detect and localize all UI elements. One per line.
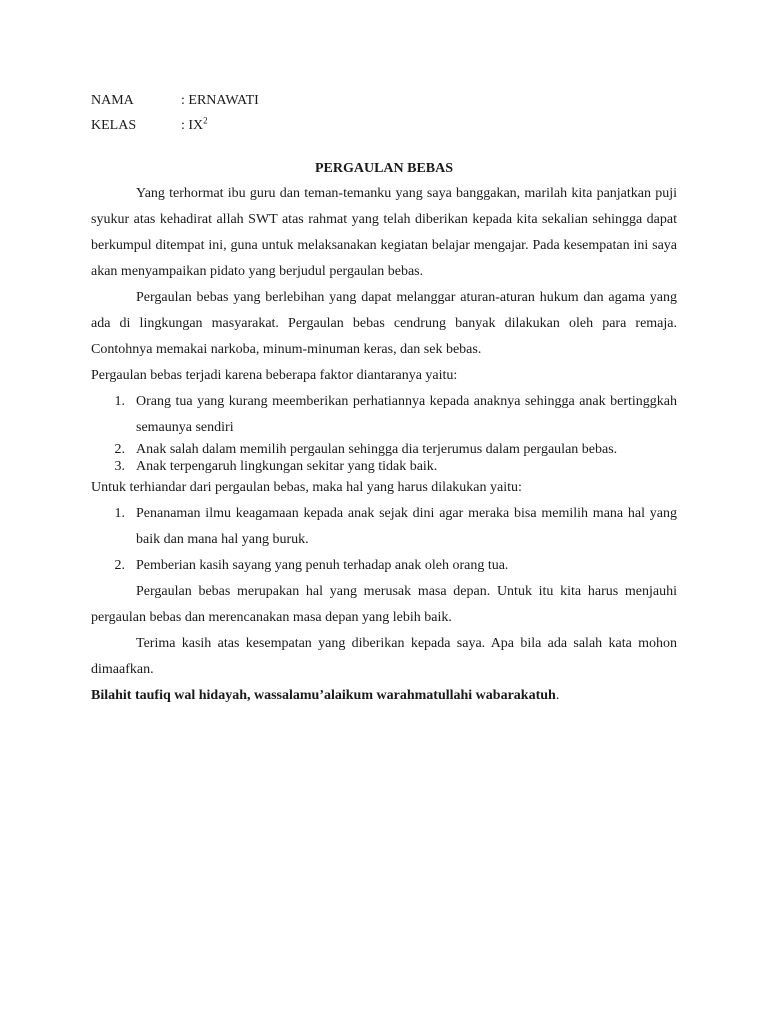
document-title: PERGAULAN BEBAS xyxy=(314,161,454,176)
class-superscript: 2 xyxy=(203,115,208,126)
list-item xyxy=(91,501,677,553)
class-label: KELAS xyxy=(91,118,137,133)
definition-paragraph: Pergaulan bebas yang berlebihan yang dapat melanggar aturan-aturan hukum dan agama yang ada di lingkungan masyarakat. Pergaulan bebas cendrung banyak dilakukan oleh para remaja. Contohnya memakai narkoba, minum-minuman keras, dan sek bebas. xyxy=(91,290,677,357)
document-page xyxy=(91,88,677,709)
class-value-wrap xyxy=(181,113,208,138)
factors-intro: Pergaulan bebas terjadi karena beberapa faktor diantaranya yaitu: xyxy=(91,368,458,383)
class-value: : IX xyxy=(181,118,204,133)
prevention-list xyxy=(91,501,677,579)
list-text: Anak salah dalam memilih pergaulan sehingga dia terjerumus dalam pergaulan bebas. xyxy=(136,442,618,457)
list-number: 2. xyxy=(114,442,125,457)
list-number: 3. xyxy=(114,459,125,474)
name-value: : ERNAWATI xyxy=(181,93,259,108)
opening-paragraph: Yang terhormat ibu guru dan teman-temanku yang saya banggakan, marilah kita panjatkan puji syukur atas kehadirat allah SWT atas rahmat yang telah diberikan kepada kita sekalian sehingga dapat berkumpul ditempat ini, guna untuk melaksanakan kegiatan belajar mengajar. Pada kesempatan ini saya akan menyampaikan pidato yang berjudul pergaulan bebas. xyxy=(91,186,677,279)
list-item xyxy=(91,458,677,475)
list-item xyxy=(91,553,677,579)
class-row xyxy=(91,113,677,138)
closing-text: Bilahit taufiq wal hidayah, wassalamu’alaikum warahmatullahi wabarakatuh xyxy=(91,688,556,703)
list-item xyxy=(91,441,677,458)
closing-greeting xyxy=(91,683,677,709)
prevention-intro: Untuk terhiandar dari pergaulan bebas, maka hal yang harus dilakukan yaitu: xyxy=(91,480,522,495)
closing-period: . xyxy=(555,688,560,703)
list-number: 1. xyxy=(114,394,125,409)
list-text: Penanaman ilmu keagamaan kepada anak sejak dini agar meraka bisa memilih mana hal yang baik dan mana hal yang buruk. xyxy=(136,506,677,547)
list-text: Orang tua yang kurang meemberikan perhatiannya kepada anaknya sehingga anak bertinggkah semaunya sendiri xyxy=(136,394,677,435)
list-number: 2. xyxy=(114,558,125,573)
list-item xyxy=(91,389,677,441)
list-text: Anak terpengaruh lingkungan sekitar yang tidak baik. xyxy=(136,459,438,474)
list-number: 1. xyxy=(114,506,125,521)
list-text: Pemberian kasih sayang yang penuh terhadap anak oleh orang tua. xyxy=(136,558,509,573)
name-row xyxy=(91,88,677,113)
name-label: NAMA xyxy=(91,93,134,108)
factors-list xyxy=(91,389,677,475)
conclusion-paragraph: Pergaulan bebas merupakan hal yang merusak masa depan. Untuk itu kita harus menjauhi pergaulan bebas dan merencanakan masa depan yang lebih baik. xyxy=(91,584,677,625)
thanks-paragraph: Terima kasih atas kesempatan yang diberikan kepada saya. Apa bila ada salah kata mohon dimaafkan. xyxy=(91,636,677,677)
